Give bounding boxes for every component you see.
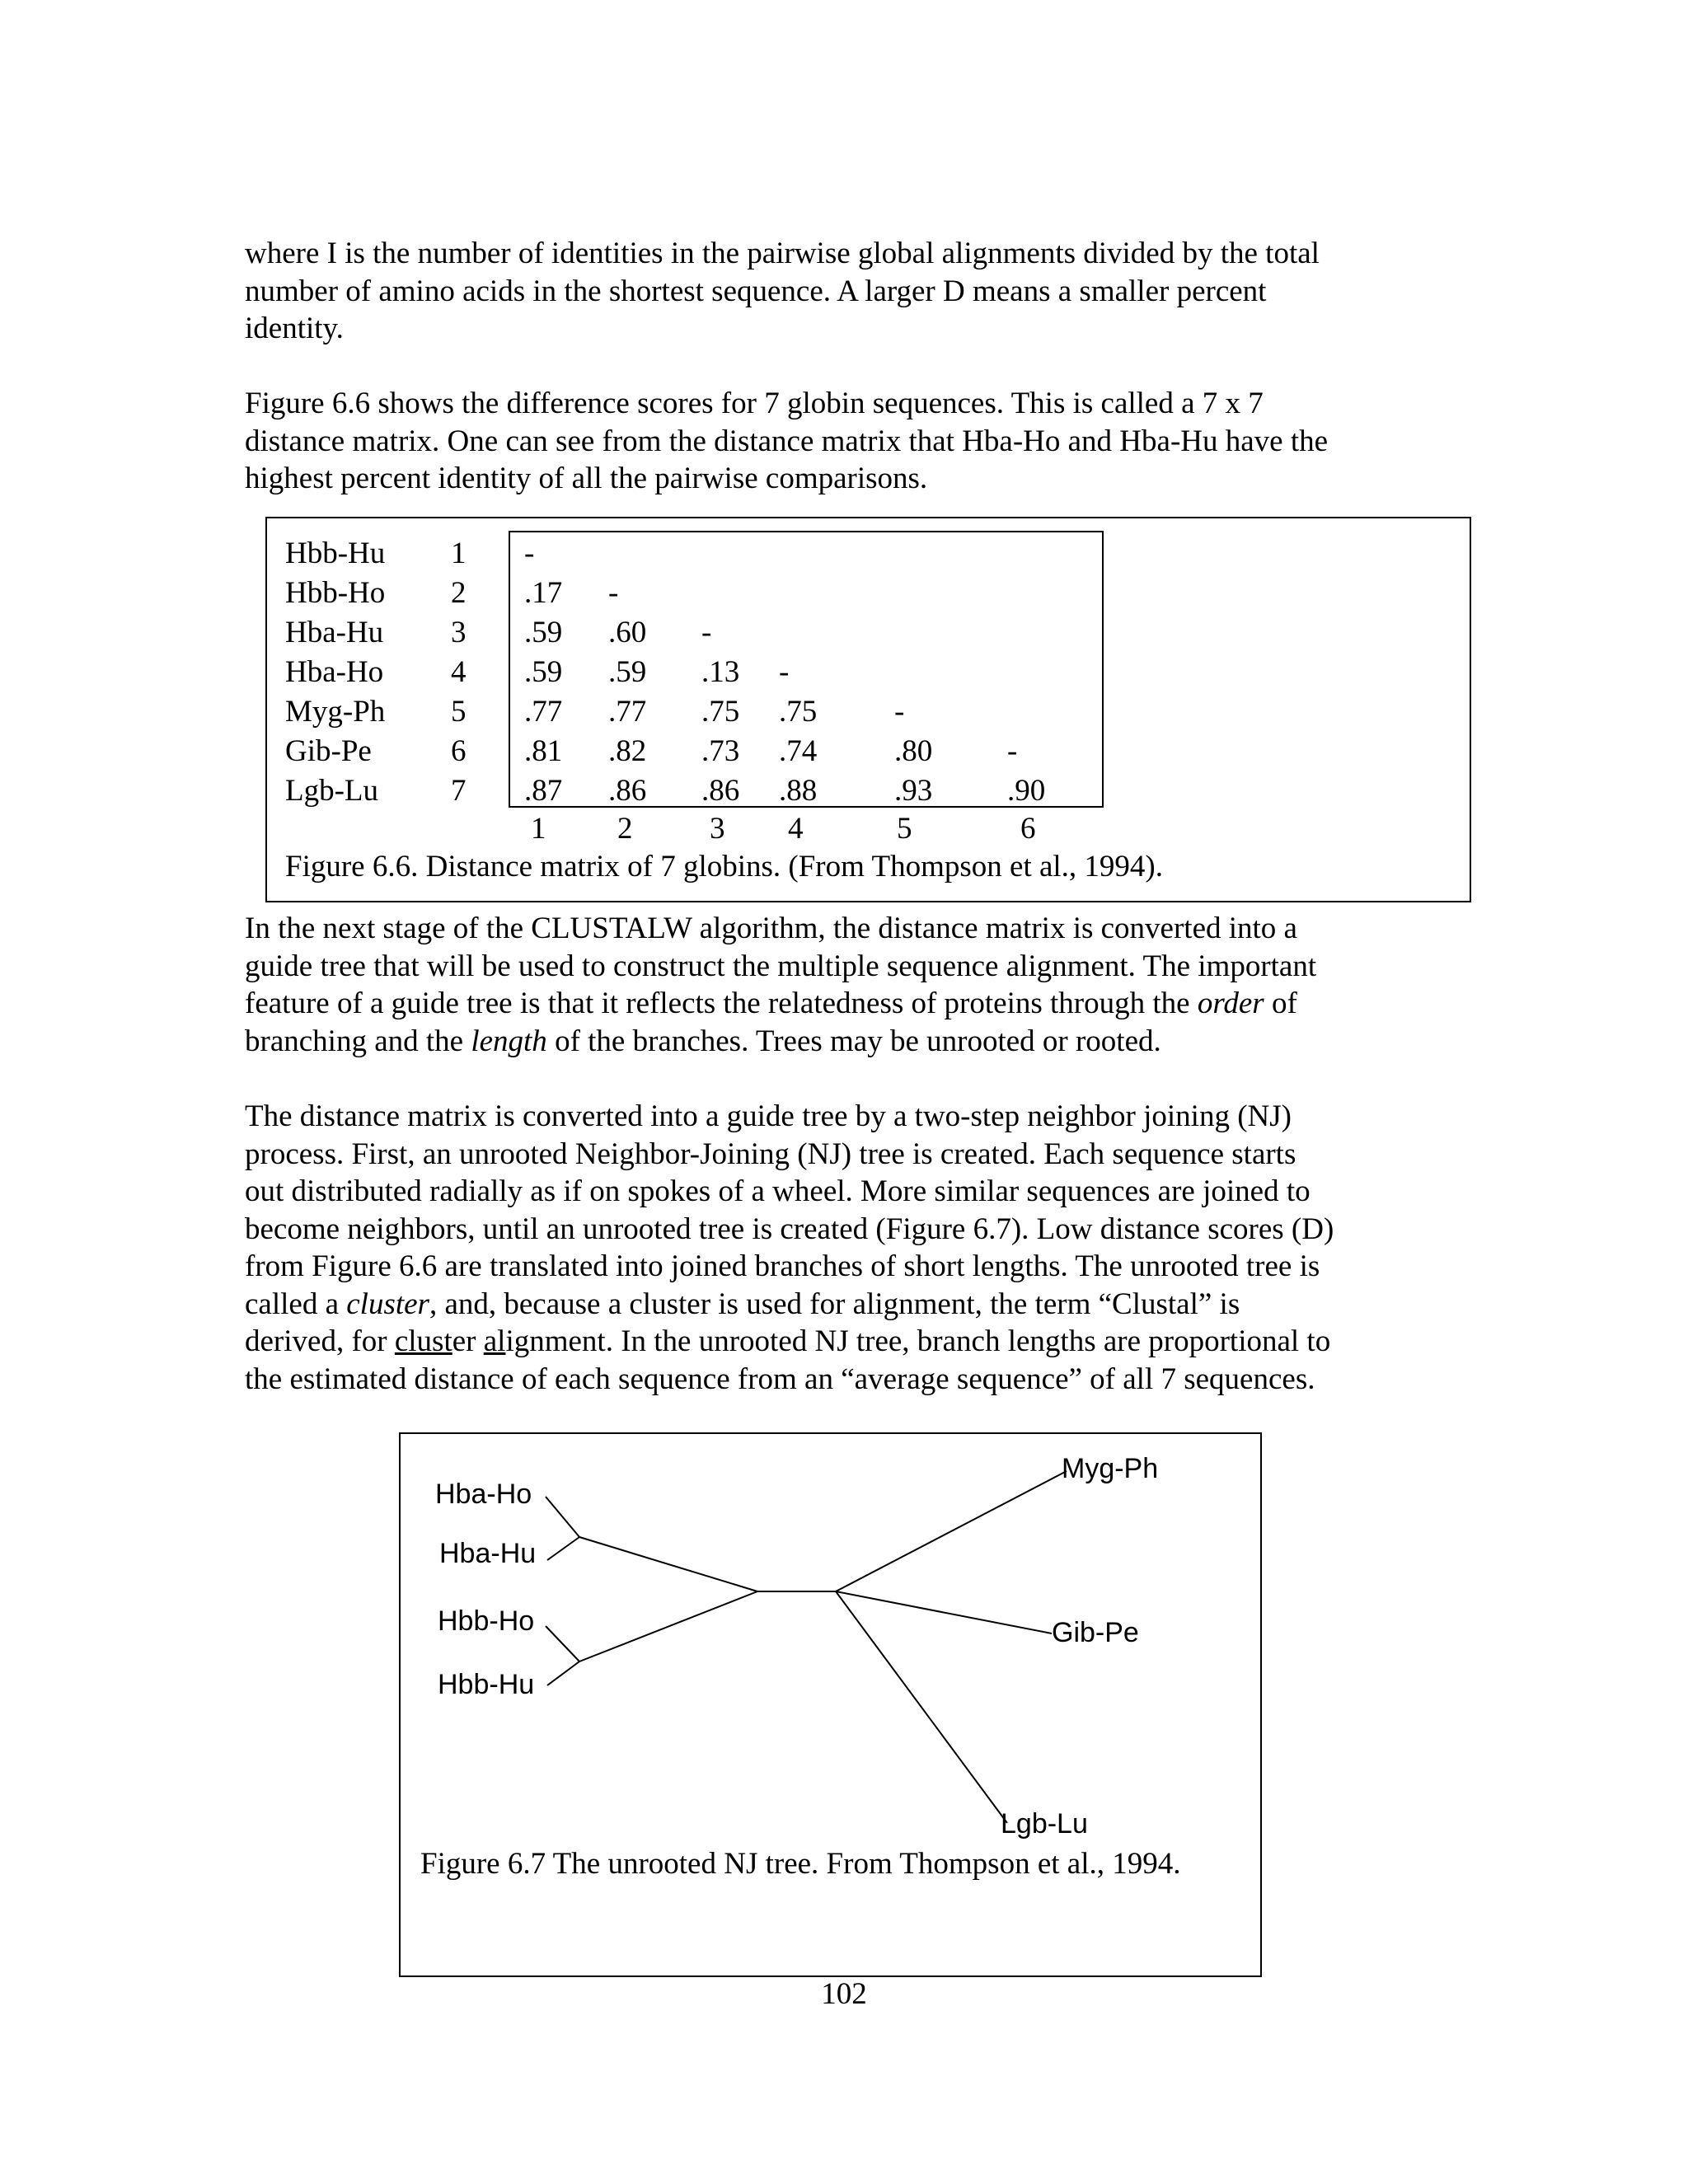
leaf-label-hba-hu: Hba-Hu	[439, 1538, 537, 1569]
matrix-row-label: Hba-Hu	[285, 616, 384, 649]
leaf-label-hba-ho: Hba-Ho	[435, 1479, 532, 1510]
text-run: derived, for	[245, 1324, 395, 1358]
text-run: er	[452, 1324, 484, 1358]
matrix-cell: -	[524, 537, 535, 570]
leaf-label-hbb-ho: Hbb-Ho	[438, 1605, 535, 1637]
underlined-clust: clust	[394, 1324, 452, 1358]
matrix-cell: -	[1007, 734, 1018, 768]
tree-branch	[579, 1591, 757, 1661]
tree-branch	[546, 1626, 579, 1661]
matrix-row-label: Gib-Pe	[285, 734, 372, 768]
matrix-cell: .86	[701, 774, 740, 808]
matrix-cell: .17	[524, 576, 563, 610]
paragraph-1	[245, 235, 1440, 348]
text-line: from Figure 6.6 are translated into joined branches of short lengths. The unrooted tree is	[245, 1249, 1320, 1283]
paragraph-4	[245, 1098, 1440, 1398]
paragraph-3	[245, 910, 1440, 1060]
text-line: where I is the number of identities in the pairwise global alignments divided by the total	[245, 237, 1320, 270]
matrix-cell: -	[894, 695, 905, 729]
matrix-cell: .80	[894, 734, 933, 768]
text-run: feature of a guide tree is that it reflects the relatedness of proteins through the	[245, 987, 1198, 1020]
matrix-row-label: Hbb-Ho	[285, 576, 386, 610]
matrix-cell: .77	[608, 695, 647, 729]
matrix-column-number: 5	[897, 812, 912, 846]
matrix-row-number: 6	[451, 734, 467, 768]
text-line: distance matrix. One can see from the distance matrix that Hba-Ho and Hba-Hu have the	[245, 424, 1329, 458]
text-line: In the next stage of the CLUSTALW algorithm, the distance matrix is converted into a	[245, 912, 1297, 945]
matrix-cell: .77	[524, 695, 563, 729]
matrix-cell: .88	[779, 774, 818, 808]
text-run: ignment. In the unrooted NJ tree, branch lengths are proportional to	[505, 1324, 1331, 1358]
text-run: branching and the	[245, 1024, 471, 1058]
text-line	[245, 1323, 1440, 1361]
matrix-row-number: 2	[451, 576, 467, 610]
matrix-column-number: 3	[710, 812, 725, 846]
matrix-column-number: 2	[617, 812, 633, 846]
matrix-cell: .75	[701, 695, 740, 729]
underlined-al: al	[483, 1324, 506, 1358]
matrix-row-label: Lgb-Lu	[285, 774, 379, 808]
tree-branch	[579, 1537, 757, 1591]
matrix-column-number: 6	[1020, 812, 1036, 846]
text-line	[245, 1286, 1440, 1324]
text-run: called a	[245, 1286, 347, 1321]
tree-branch	[547, 1661, 579, 1685]
matrix-row-number: 5	[451, 695, 467, 729]
matrix-row-number: 7	[451, 774, 467, 808]
matrix-cell: .13	[701, 655, 740, 689]
matrix-cell: .81	[524, 734, 563, 768]
text-run: of	[1264, 987, 1297, 1020]
text-line: identity.	[245, 312, 344, 345]
text-line: the estimated distance of each sequence from an “average sequence” of all 7 sequences.	[245, 1361, 1315, 1396]
text-run: , and, because a cluster is used for alignment, the term “Clustal” is	[429, 1286, 1240, 1321]
text-line: The distance matrix is converted into a guide tree by a two-step neighbor joining (NJ)	[245, 1099, 1292, 1133]
unrooted-nj-tree	[399, 1432, 1262, 1977]
leaf-label-gib-pe: Gib-Pe	[1052, 1617, 1139, 1648]
leaf-label-lgb-lu: Lgb-Lu	[1001, 1808, 1088, 1840]
text-line: out distributed radially as if on spokes of a wheel. More similar sequences are joined to	[245, 1174, 1311, 1208]
matrix-cell: .93	[894, 774, 933, 808]
matrix-row-label: Hbb-Hu	[285, 537, 386, 570]
text-line: become neighbors, until an unrooted tree is created (Figure 6.7). Low distance scores (D)	[245, 1212, 1334, 1246]
page-number: 102	[821, 1977, 867, 2011]
matrix-column-number: 4	[788, 812, 804, 846]
matrix-cell: .73	[701, 734, 740, 768]
text-line	[245, 985, 1440, 1023]
matrix-cell: .82	[608, 734, 647, 768]
leaf-label-myg-ph: Myg-Ph	[1062, 1453, 1159, 1484]
matrix-cell: .59	[524, 655, 563, 689]
matrix-cell: .74	[779, 734, 818, 768]
matrix-row-number: 4	[451, 655, 467, 689]
matrix-cell: -	[701, 616, 712, 649]
matrix-cell: -	[779, 655, 790, 689]
matrix-cell: .59	[608, 655, 647, 689]
text-line: highest percent identity of all the pairwise comparisons.	[245, 462, 928, 495]
matrix-row-label: Myg-Ph	[285, 695, 386, 729]
emphasis-cluster: cluster	[346, 1286, 429, 1321]
matrix-cell: .60	[608, 616, 647, 649]
tree-branch	[836, 1471, 1067, 1591]
matrix-column-number: 1	[531, 812, 546, 846]
tree-branch	[547, 1537, 579, 1560]
leaf-label-hbb-hu: Hbb-Hu	[438, 1669, 535, 1700]
matrix-row-number: 1	[451, 537, 467, 570]
text-line: Figure 6.6 shows the difference scores for 7 globin sequences. This is called a 7 x 7	[245, 387, 1264, 420]
paragraph-2	[245, 385, 1440, 498]
text-line: process. First, an unrooted Neighbor-Joining (NJ) tree is created. Each sequence starts	[245, 1137, 1296, 1171]
tree-branch	[546, 1497, 579, 1537]
figure-6-6-caption: Figure 6.6. Distance matrix of 7 globins. (From Thompson et al., 1994).	[285, 850, 1163, 883]
emphasis-length: length	[471, 1024, 547, 1058]
text-run: of the branches. Trees may be unrooted or rooted.	[546, 1024, 1161, 1058]
text-line	[245, 1023, 1440, 1061]
tree-branch	[836, 1591, 1052, 1633]
matrix-cell: .90	[1007, 774, 1046, 808]
matrix-cell: -	[608, 576, 619, 610]
matrix-cell: .59	[524, 616, 563, 649]
matrix-cell: .87	[524, 774, 563, 808]
figure-6-7-caption: Figure 6.7 The unrooted NJ tree. From Thompson et al., 1994.	[420, 1847, 1181, 1881]
emphasis-order: order	[1197, 987, 1264, 1020]
text-line: number of amino acids in the shortest sequence. A larger D means a smaller percent	[245, 274, 1267, 308]
matrix-cell: .86	[608, 774, 647, 808]
matrix-cell: .75	[779, 695, 818, 729]
matrix-row-label: Hba-Ho	[285, 655, 384, 689]
tree-branch	[836, 1591, 1007, 1823]
text-line: guide tree that will be used to construct the multiple sequence alignment. The important	[245, 949, 1317, 983]
matrix-row-number: 3	[451, 616, 467, 649]
